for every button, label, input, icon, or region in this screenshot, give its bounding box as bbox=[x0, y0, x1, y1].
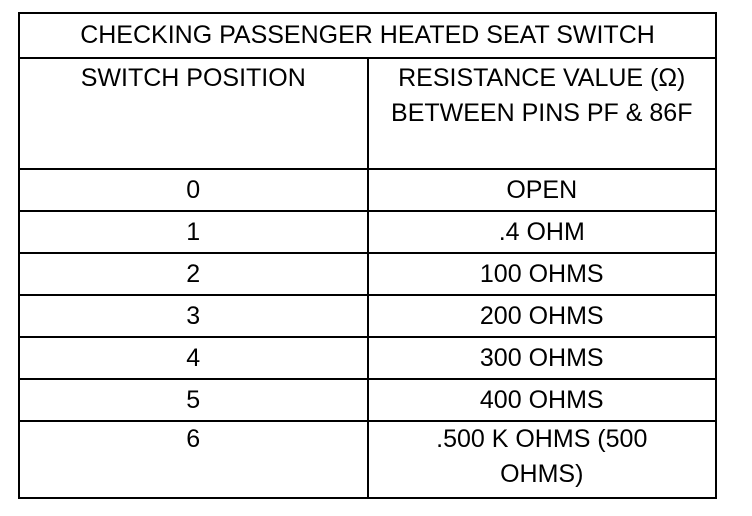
resistance-value-cell: 400 OHMS bbox=[368, 379, 717, 421]
switch-position-cell: 3 bbox=[19, 295, 368, 337]
switch-position-cell: 4 bbox=[19, 337, 368, 379]
resistance-value-cell: OPEN bbox=[368, 169, 717, 211]
table-title-row bbox=[19, 13, 716, 58]
resistance-table bbox=[18, 12, 717, 499]
table-row bbox=[19, 253, 716, 295]
header-resistance-value-label: RESISTANCE VALUE (Ω) BETWEEN PINS PF & 86F bbox=[391, 64, 693, 127]
table-row bbox=[19, 169, 716, 211]
resistance-value-cell: 200 OHMS bbox=[368, 295, 717, 337]
resistance-value-cell bbox=[368, 421, 717, 498]
switch-position-cell: 5 bbox=[19, 379, 368, 421]
table-row bbox=[19, 295, 716, 337]
switch-position-cell: 0 bbox=[19, 169, 368, 211]
header-resistance-value bbox=[368, 58, 717, 169]
header-switch-position bbox=[19, 58, 368, 169]
resistance-value-text: .500 K OHMS (500 OHMS) bbox=[436, 425, 648, 488]
resistance-value-cell: .4 OHM bbox=[368, 211, 717, 253]
table-row bbox=[19, 337, 716, 379]
resistance-value-cell: 300 OHMS bbox=[368, 337, 717, 379]
table-header-row bbox=[19, 58, 716, 169]
switch-position-cell: 1 bbox=[19, 211, 368, 253]
table-row bbox=[19, 211, 716, 253]
switch-position-cell: 6 bbox=[19, 421, 368, 498]
switch-position-cell: 2 bbox=[19, 253, 368, 295]
resistance-value-cell: 100 OHMS bbox=[368, 253, 717, 295]
table-title: CHECKING PASSENGER HEATED SEAT SWITCH bbox=[19, 13, 716, 58]
table-row bbox=[19, 379, 716, 421]
table-row bbox=[19, 421, 716, 498]
header-switch-position-label: SWITCH POSITION bbox=[80, 64, 306, 92]
